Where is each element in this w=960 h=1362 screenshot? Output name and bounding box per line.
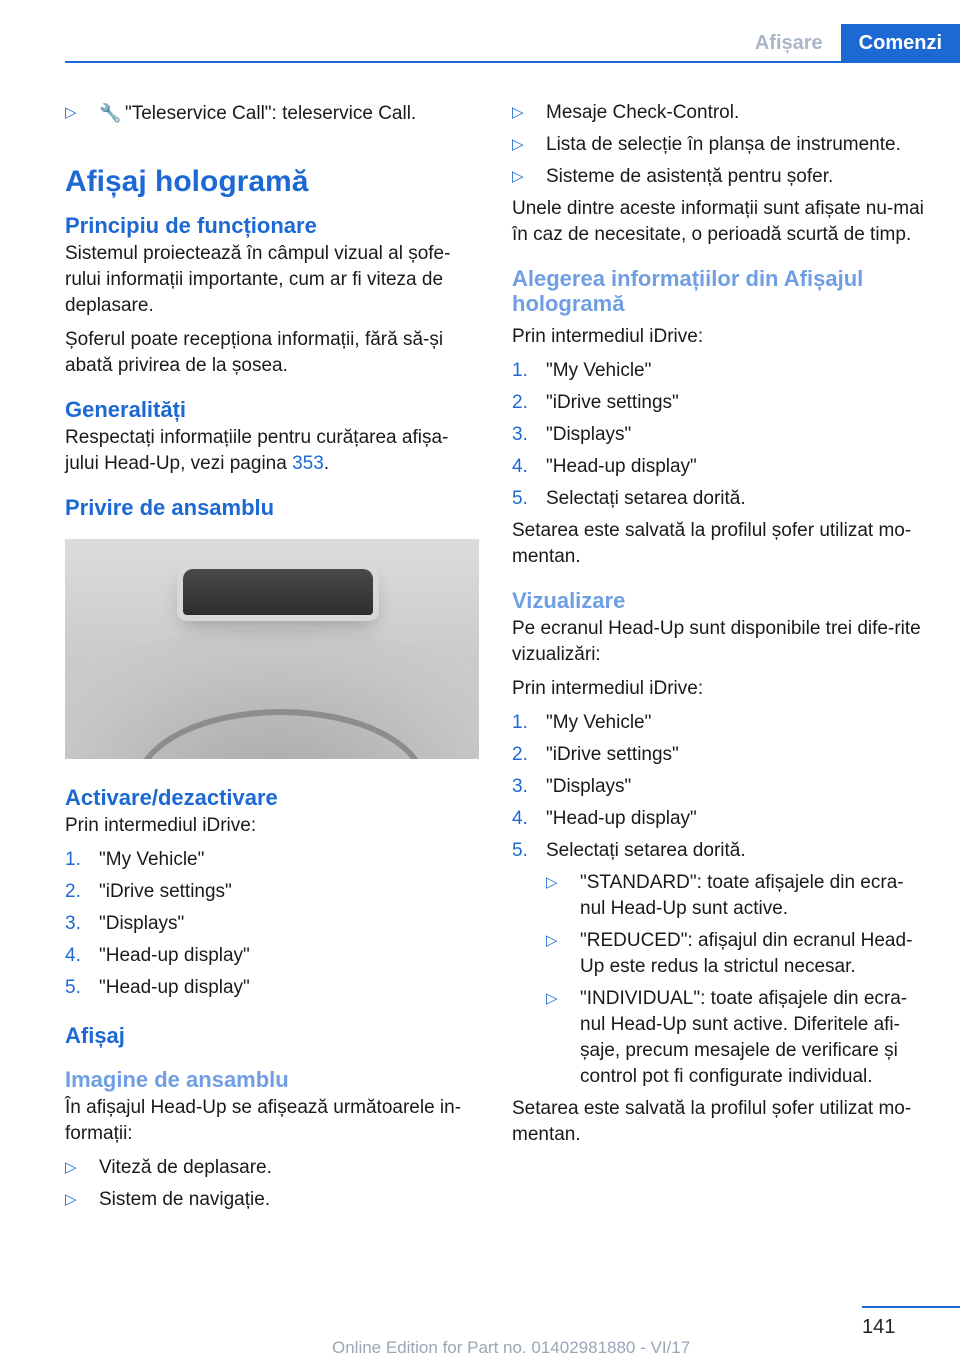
paragraph: Sistemul proiectează în câmpul vizual al șofe-rului informații importante, cum ar fi viteza de deplasare. [65,243,451,316]
list-item: 4. "Head-up display" [512,808,697,829]
triangle-bullet-icon: ▷ [65,104,77,121]
triangle-bullet-icon: ▷ [512,168,524,185]
edition-note: Online Edition for Part no. 01402981880 - VI/17 [332,1338,691,1357]
list-item: 3. "Displays" [512,776,632,797]
triangle-bullet-icon: ▷ [546,932,558,949]
list-item: 2. "iDrive settings" [65,881,232,902]
activare-steps [65,847,479,1001]
list-item: ▷ "STANDARD": toate afișajele din ecra-nul Head-Up sunt active. [546,870,928,922]
list-item: ▷ Viteză de deplasare. [65,1155,479,1181]
heading-afisaj-holograma: Afișaj hologramă [65,165,309,198]
heading-privire: Privire de ansamblu [65,495,275,520]
list-item: 5. Selectați setarea dorită. [512,488,746,509]
tab-afisare[interactable]: Afișare [754,32,823,54]
paragraph: Unele dintre aceste informații sunt afișate nu-mai în caz de necesitate, o perioadă scurtă de timp. [512,198,924,245]
triangle-bullet-icon: ▷ [546,990,558,1007]
paragraph: Setarea este salvată la profilul șofer utilizat mo-mentan. [512,520,912,567]
list-item: 5. "Head-up display" [65,977,250,998]
list-item: ▷ Sistem de navigație. [65,1187,479,1213]
list-item: ▷ Mesaje Check-Control. [512,100,928,126]
head-up-display-photo [65,539,479,759]
heading-imagine: Imagine de ansamblu [65,1067,289,1092]
bullet-text: "Teleservice Call": teleservice Call. [125,103,417,124]
heading-afisaj: Afișaj [65,1023,125,1048]
list-item: 2. "iDrive settings" [512,392,679,413]
list-item: 1. "My Vehicle" [512,360,652,381]
right-column [512,100,928,1156]
vizualizare-steps [512,710,928,1090]
list-item: ▷ "REDUCED": afișajul din ecranul Head-Up este redus la strictul necesar. [546,928,928,980]
paragraph: În afișajul Head-Up se afișează următoarele in-formații: [65,1097,462,1144]
list-item: 4. "Head-up display" [65,945,250,966]
paragraph: Prin intermediul iDrive: [65,815,257,836]
list-item: 3. "Displays" [512,424,632,445]
list-item: 1. "My Vehicle" [512,712,652,733]
heading-alegerea: Alegerea informațiilor din Afișajul hologramă [512,266,864,316]
list-item: ▷ Sisteme de asistență pentru șofer. [512,164,928,190]
footer-rule [862,1306,960,1308]
paragraph: Pe ecranul Head-Up sunt disponibile trei dife-rite vizualizări: [512,618,921,665]
heading-activare: Activare/dezactivare [65,785,278,810]
triangle-bullet-icon: ▷ [65,1191,77,1208]
tab-comenzi[interactable]: Comenzi [841,24,960,62]
paragraph: Prin intermediul iDrive: [512,326,704,347]
triangle-bullet-icon: ▷ [512,136,524,153]
list-item: 1. "My Vehicle" [65,849,205,870]
list-item: 3. "Displays" [65,913,185,934]
wrench-icon: 🔧 [99,103,122,123]
paragraph: Prin intermediul iDrive: [512,678,704,699]
triangle-bullet-icon: ▷ [512,104,524,121]
triangle-bullet-icon: ▷ [546,874,558,891]
page-number: 141 [862,1316,896,1338]
paragraph: Respectați informațiile pentru curățarea afișa-jului Head-Up, vezi pagina 353. [65,427,449,474]
header-rule [65,61,960,63]
paragraph: Setarea este salvată la profilul șofer utilizat mo-mentan. [512,1098,912,1145]
list-item: ▷ Lista de selecție în planșa de instrumente. [512,132,928,158]
bullet-teleservice [65,100,479,127]
triangle-bullet-icon: ▷ [65,1159,77,1176]
list-item: 4. "Head-up display" [512,456,697,477]
alegerea-steps [512,358,928,512]
paragraph: Șoferul poate recepționa informații, fără să-și abată privirea de la șosea. [65,329,444,376]
sub-list [512,870,928,1090]
list-item: 5. Selectați setarea dorită. [512,840,746,861]
list-item: ▷ "INDIVIDUAL": toate afișajele din ecra-nul Head-Up sunt active. Diferitele afi-șaje, precum mesajele de verificare și control pot fi configurate individual. [546,986,928,1090]
heading-vizualizare: Vizualizare [512,588,626,613]
list-item: 2. "iDrive settings" [512,744,679,765]
left-column [65,100,479,1219]
section-tabs [737,24,960,62]
heading-generalitati: Generalități [65,397,187,422]
heading-principiu: Principiu de funcționare [65,213,317,238]
page-link[interactable]: 353 [292,453,324,474]
